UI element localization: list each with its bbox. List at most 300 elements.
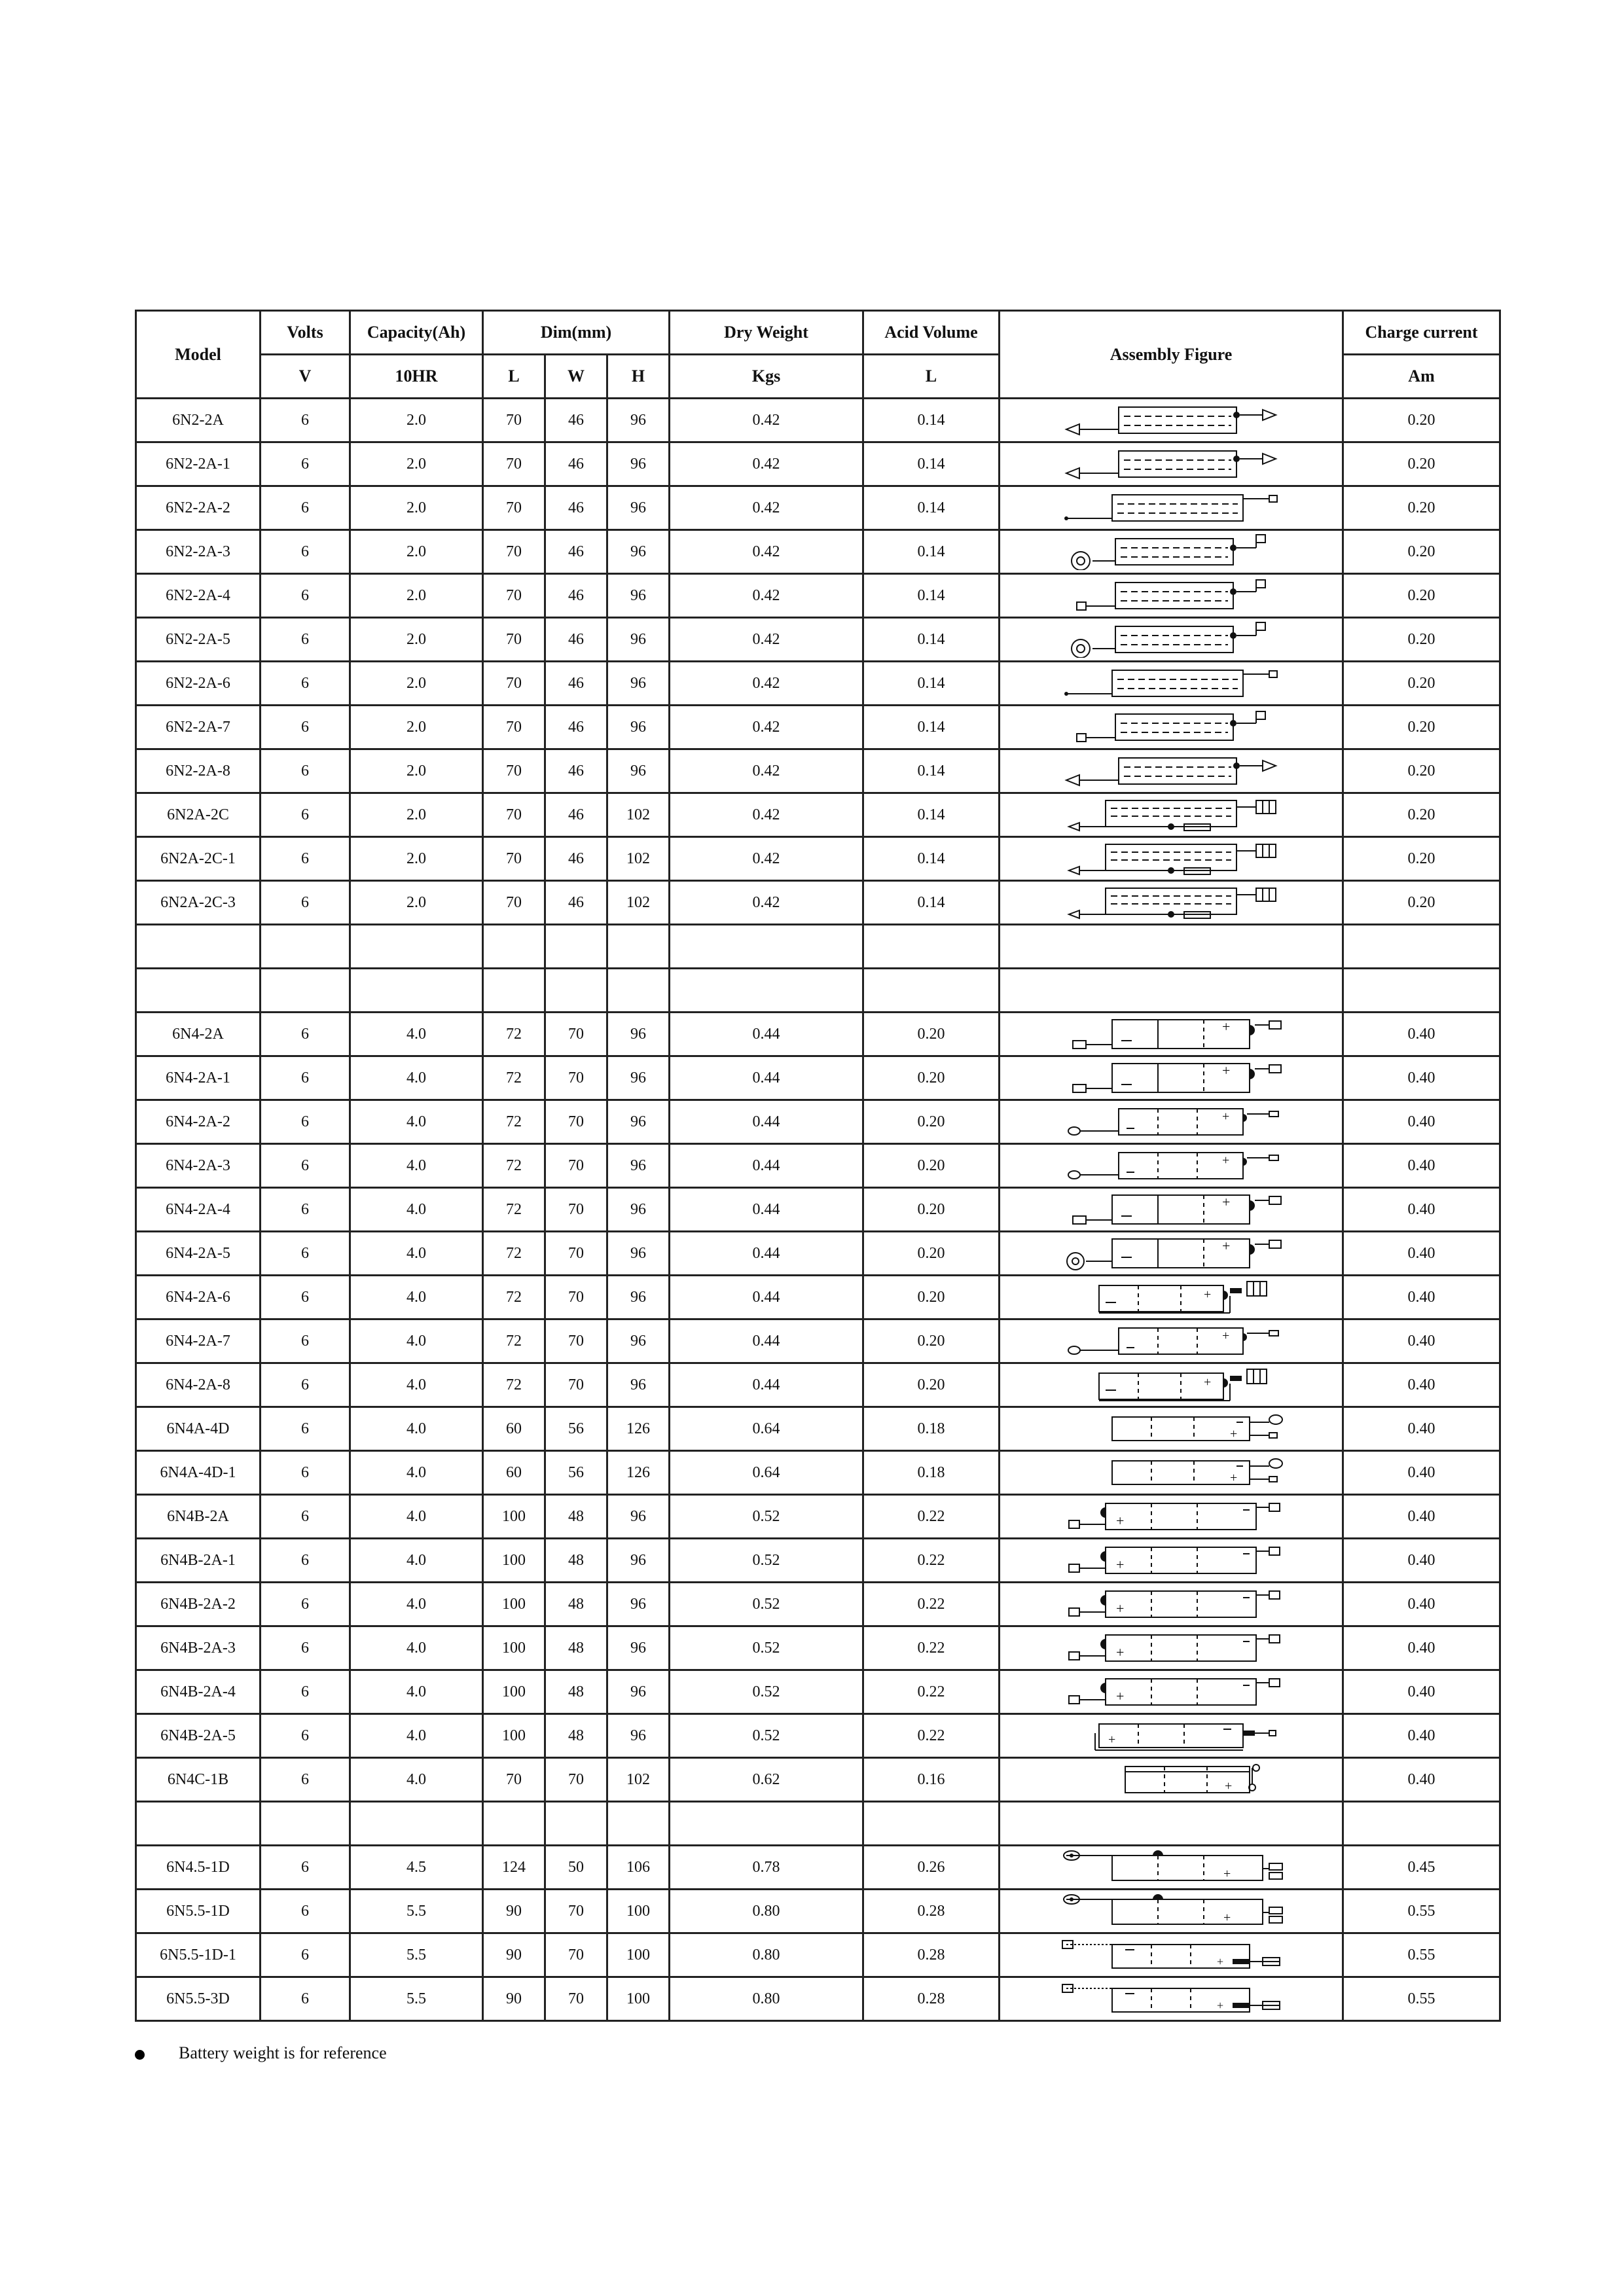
cell-dim-w: 70 [545, 1232, 607, 1276]
cell-volts: 6 [261, 1846, 350, 1890]
battery-assembly-icon [1053, 1717, 1289, 1754]
cell-dim-l: 100 [483, 1714, 545, 1758]
battery-assembly-icon [1053, 665, 1289, 702]
cell-model: 6N4-2A-2 [136, 1100, 261, 1144]
cell-dry-weight: 0.44 [670, 1100, 863, 1144]
cell-dim-h [607, 969, 670, 1013]
header-row-1 [136, 311, 1500, 355]
cell-model: 6N2-2A-5 [136, 618, 261, 662]
battery-assembly-icon [1053, 490, 1289, 526]
footnote-text: Battery weight is for reference [179, 2043, 387, 2062]
battery-assembly-icon [1053, 1893, 1289, 1929]
cell-assembly-figure [1000, 1319, 1343, 1363]
table-row [136, 1539, 1500, 1583]
battery-assembly-icon [1053, 1235, 1289, 1272]
cell-assembly-figure [1000, 969, 1343, 1013]
cell-dim-w: 70 [545, 1276, 607, 1319]
unit-dim-h: H [607, 355, 670, 399]
cell-dry-weight: 0.42 [670, 399, 863, 442]
cell-dim-l: 72 [483, 1056, 545, 1100]
cell-dry-weight: 0.44 [670, 1188, 863, 1232]
cell-capacity: 2.0 [350, 706, 483, 749]
cell-volts: 6 [261, 1319, 350, 1363]
cell-capacity: 4.0 [350, 1758, 483, 1802]
cell-dim-l: 100 [483, 1670, 545, 1714]
cell-charge-current: 0.20 [1343, 530, 1500, 574]
cell-acid-volume: 0.14 [863, 837, 1000, 881]
cell-dry-weight: 0.52 [670, 1714, 863, 1758]
cell-assembly-figure [1000, 1056, 1343, 1100]
cell-dim-h: 102 [607, 837, 670, 881]
battery-assembly-icon [1053, 1367, 1289, 1403]
cell-capacity [350, 1802, 483, 1846]
cell-model: 6N2A-2C-1 [136, 837, 261, 881]
cell-model: 6N4B-2A-2 [136, 1583, 261, 1626]
cell-acid-volume: 0.14 [863, 442, 1000, 486]
cell-dim-w: 70 [545, 1100, 607, 1144]
battery-assembly-icon [1053, 1542, 1289, 1579]
cell-assembly-figure [1000, 1714, 1343, 1758]
table-row [136, 1363, 1500, 1407]
cell-dim-l: 72 [483, 1319, 545, 1363]
cell-assembly-figure [1000, 1100, 1343, 1144]
cell-charge-current: 0.55 [1343, 1890, 1500, 1933]
cell-dim-h: 100 [607, 1933, 670, 1977]
cell-dim-w: 46 [545, 442, 607, 486]
cell-model: 6N2-2A-6 [136, 662, 261, 706]
cell-dim-w: 70 [545, 1933, 607, 1977]
cell-dim-w: 70 [545, 1056, 607, 1100]
cell-volts: 6 [261, 793, 350, 837]
cell-dim-w: 70 [545, 1319, 607, 1363]
cell-capacity: 4.0 [350, 1232, 483, 1276]
cell-model: 6N4-2A-1 [136, 1056, 261, 1100]
cell-dim-h: 96 [607, 1144, 670, 1188]
battery-assembly-icon [1053, 840, 1289, 877]
table-row [136, 574, 1500, 618]
cell-assembly-figure [1000, 706, 1343, 749]
cell-volts: 6 [261, 1890, 350, 1933]
cell-dry-weight: 0.42 [670, 749, 863, 793]
cell-dim-h: 96 [607, 1363, 670, 1407]
cell-model: 6N4-2A-5 [136, 1232, 261, 1276]
battery-assembly-icon [1053, 1016, 1289, 1052]
cell-dim-h: 100 [607, 1977, 670, 2021]
cell-dim-h: 96 [607, 1056, 670, 1100]
battery-assembly-icon [1053, 1147, 1289, 1184]
cell-dim-w: 46 [545, 706, 607, 749]
table-row [136, 1144, 1500, 1188]
cell-charge-current: 0.40 [1343, 1495, 1500, 1539]
cell-dim-h: 96 [607, 442, 670, 486]
cell-assembly-figure [1000, 1539, 1343, 1583]
cell-volts: 6 [261, 399, 350, 442]
cell-dry-weight [670, 1802, 863, 1846]
cell-dim-h [607, 925, 670, 969]
cell-dim-w [545, 1802, 607, 1846]
table-row [136, 1188, 1500, 1232]
cell-dry-weight: 0.62 [670, 1758, 863, 1802]
cell-model: 6N4B-2A-5 [136, 1714, 261, 1758]
cell-assembly-figure [1000, 1846, 1343, 1890]
cell-assembly-figure [1000, 1451, 1343, 1495]
cell-acid-volume: 0.14 [863, 618, 1000, 662]
cell-acid-volume: 0.14 [863, 706, 1000, 749]
cell-assembly-figure [1000, 1144, 1343, 1188]
cell-charge-current: 0.40 [1343, 1188, 1500, 1232]
cell-volts: 6 [261, 706, 350, 749]
cell-model: 6N2-2A-4 [136, 574, 261, 618]
cell-dim-h: 96 [607, 399, 670, 442]
battery-spec-table [135, 310, 1501, 2022]
cell-dim-w: 70 [545, 1977, 607, 2021]
cell-dry-weight: 0.44 [670, 1319, 863, 1363]
cell-model: 6N2A-2C-3 [136, 881, 261, 925]
cell-volts: 6 [261, 1714, 350, 1758]
cell-dry-weight: 0.42 [670, 574, 863, 618]
cell-dim-h: 102 [607, 881, 670, 925]
cell-acid-volume: 0.28 [863, 1933, 1000, 1977]
cell-dry-weight: 0.52 [670, 1495, 863, 1539]
cell-volts: 6 [261, 1933, 350, 1977]
cell-acid-volume: 0.20 [863, 1013, 1000, 1056]
cell-acid-volume: 0.16 [863, 1758, 1000, 1802]
battery-assembly-icon [1053, 577, 1289, 614]
cell-dim-h: 96 [607, 618, 670, 662]
cell-model: 6N4-2A-3 [136, 1144, 261, 1188]
table-row [136, 1714, 1500, 1758]
cell-capacity: 4.0 [350, 1626, 483, 1670]
cell-capacity: 4.0 [350, 1451, 483, 1495]
cell-volts: 6 [261, 1232, 350, 1276]
cell-dim-l: 100 [483, 1539, 545, 1583]
unit-acid-volume: L [863, 355, 1000, 399]
cell-volts: 6 [261, 1013, 350, 1056]
cell-assembly-figure [1000, 1802, 1343, 1846]
cell-capacity: 4.0 [350, 1363, 483, 1407]
cell-dry-weight: 0.52 [670, 1626, 863, 1670]
cell-assembly-figure [1000, 881, 1343, 925]
cell-acid-volume [863, 925, 1000, 969]
cell-dim-l: 124 [483, 1846, 545, 1890]
cell-dim-l: 90 [483, 1890, 545, 1933]
cell-assembly-figure [1000, 925, 1343, 969]
cell-dry-weight: 0.44 [670, 1363, 863, 1407]
cell-acid-volume: 0.22 [863, 1670, 1000, 1714]
cell-volts: 6 [261, 442, 350, 486]
cell-volts: 6 [261, 1670, 350, 1714]
cell-dim-w: 46 [545, 793, 607, 837]
unit-dim-w: W [545, 355, 607, 399]
cell-dry-weight: 0.80 [670, 1933, 863, 1977]
cell-capacity: 2.0 [350, 837, 483, 881]
col-header-charge-current: Charge current [1343, 311, 1500, 355]
cell-dry-weight: 0.42 [670, 793, 863, 837]
cell-volts: 6 [261, 486, 350, 530]
col-header-assembly-figure: Assembly Figure [1000, 311, 1343, 399]
cell-capacity [350, 969, 483, 1013]
table-row [136, 1451, 1500, 1495]
cell-dim-l: 70 [483, 574, 545, 618]
cell-model: 6N4B-2A-4 [136, 1670, 261, 1714]
cell-dim-l: 60 [483, 1451, 545, 1495]
cell-capacity: 4.0 [350, 1407, 483, 1451]
cell-assembly-figure [1000, 1626, 1343, 1670]
cell-dim-w: 48 [545, 1714, 607, 1758]
cell-volts: 6 [261, 1758, 350, 1802]
cell-dim-h: 96 [607, 1495, 670, 1539]
cell-dim-w: 70 [545, 1144, 607, 1188]
cell-volts: 6 [261, 1100, 350, 1144]
cell-dim-h: 126 [607, 1407, 670, 1451]
table-row [136, 1232, 1500, 1276]
battery-assembly-icon [1053, 797, 1289, 833]
cell-charge-current: 0.20 [1343, 662, 1500, 706]
cell-charge-current: 0.20 [1343, 399, 1500, 442]
battery-assembly-icon [1053, 621, 1289, 658]
cell-capacity: 2.0 [350, 881, 483, 925]
cell-capacity: 2.0 [350, 618, 483, 662]
cell-dim-l: 70 [483, 486, 545, 530]
cell-assembly-figure [1000, 442, 1343, 486]
battery-assembly-icon [1053, 1103, 1289, 1140]
cell-volts: 6 [261, 1407, 350, 1451]
cell-acid-volume: 0.14 [863, 530, 1000, 574]
cell-capacity: 2.0 [350, 749, 483, 793]
cell-capacity: 4.0 [350, 1495, 483, 1539]
cell-assembly-figure [1000, 618, 1343, 662]
unit-dry-weight: Kgs [670, 355, 863, 399]
cell-dim-w: 46 [545, 530, 607, 574]
col-header-model: Model [136, 311, 261, 399]
cell-dim-h: 100 [607, 1890, 670, 1933]
cell-acid-volume [863, 969, 1000, 1013]
table-row [136, 1583, 1500, 1626]
cell-volts: 6 [261, 530, 350, 574]
cell-acid-volume: 0.14 [863, 749, 1000, 793]
cell-dim-h: 96 [607, 1626, 670, 1670]
cell-acid-volume: 0.14 [863, 399, 1000, 442]
battery-assembly-icon [1053, 1410, 1289, 1447]
cell-capacity [350, 925, 483, 969]
cell-dim-h: 96 [607, 1319, 670, 1363]
table-row [136, 881, 1500, 925]
cell-charge-current: 0.20 [1343, 574, 1500, 618]
cell-capacity: 4.0 [350, 1319, 483, 1363]
cell-dim-w: 46 [545, 574, 607, 618]
battery-assembly-icon [1053, 1060, 1289, 1096]
cell-charge-current: 0.40 [1343, 1670, 1500, 1714]
cell-dim-l: 72 [483, 1144, 545, 1188]
cell-dim-w [545, 925, 607, 969]
table-row [136, 1802, 1500, 1846]
cell-acid-volume: 0.20 [863, 1319, 1000, 1363]
cell-acid-volume: 0.28 [863, 1977, 1000, 2021]
cell-dry-weight: 0.42 [670, 662, 863, 706]
cell-acid-volume: 0.18 [863, 1451, 1000, 1495]
cell-capacity: 5.5 [350, 1977, 483, 2021]
cell-charge-current: 0.40 [1343, 1232, 1500, 1276]
cell-acid-volume: 0.22 [863, 1495, 1000, 1539]
cell-volts: 6 [261, 837, 350, 881]
cell-dim-h: 96 [607, 749, 670, 793]
col-header-capacity: Capacity(Ah) [350, 311, 483, 355]
cell-acid-volume: 0.20 [863, 1363, 1000, 1407]
cell-dry-weight: 0.52 [670, 1583, 863, 1626]
cell-dry-weight: 0.44 [670, 1056, 863, 1100]
cell-dim-w [545, 969, 607, 1013]
cell-dry-weight: 0.52 [670, 1539, 863, 1583]
cell-charge-current: 0.40 [1343, 1583, 1500, 1626]
cell-model: 6N2-2A [136, 399, 261, 442]
cell-dim-l [483, 925, 545, 969]
col-header-dim: Dim(mm) [483, 311, 670, 355]
cell-capacity: 4.0 [350, 1539, 483, 1583]
cell-model [136, 1802, 261, 1846]
cell-assembly-figure [1000, 1933, 1343, 1977]
unit-volts: V [261, 355, 350, 399]
cell-dim-h: 96 [607, 1670, 670, 1714]
cell-dim-h: 96 [607, 1013, 670, 1056]
cell-dry-weight [670, 969, 863, 1013]
cell-acid-volume: 0.14 [863, 574, 1000, 618]
cell-dim-h: 96 [607, 662, 670, 706]
cell-dim-w: 46 [545, 662, 607, 706]
cell-dim-w: 70 [545, 1363, 607, 1407]
cell-volts: 6 [261, 662, 350, 706]
battery-assembly-icon [1053, 753, 1289, 789]
cell-dim-h: 96 [607, 706, 670, 749]
table-row [136, 442, 1500, 486]
cell-dim-h: 96 [607, 574, 670, 618]
cell-assembly-figure [1000, 1276, 1343, 1319]
table-row [136, 1319, 1500, 1363]
cell-capacity: 4.0 [350, 1100, 483, 1144]
cell-charge-current: 0.40 [1343, 1013, 1500, 1056]
cell-assembly-figure [1000, 1407, 1343, 1451]
cell-charge-current [1343, 1802, 1500, 1846]
table-row [136, 837, 1500, 881]
cell-acid-volume: 0.18 [863, 1407, 1000, 1451]
cell-dry-weight: 0.64 [670, 1407, 863, 1451]
cell-volts: 6 [261, 1539, 350, 1583]
cell-acid-volume: 0.20 [863, 1144, 1000, 1188]
table-body [136, 399, 1500, 2021]
cell-dim-w: 50 [545, 1846, 607, 1890]
cell-acid-volume: 0.20 [863, 1100, 1000, 1144]
cell-volts: 6 [261, 1495, 350, 1539]
battery-assembly-icon [1053, 1981, 1289, 2017]
table-row [136, 925, 1500, 969]
cell-model: 6N4-2A-6 [136, 1276, 261, 1319]
cell-charge-current [1343, 925, 1500, 969]
battery-assembly-icon [1053, 884, 1289, 921]
battery-assembly-icon [1053, 1279, 1289, 1316]
table-row [136, 969, 1500, 1013]
cell-volts: 6 [261, 1363, 350, 1407]
cell-assembly-figure [1000, 793, 1343, 837]
cell-dim-w: 46 [545, 881, 607, 925]
table-row [136, 486, 1500, 530]
cell-volts: 6 [261, 1626, 350, 1670]
cell-dry-weight: 0.42 [670, 442, 863, 486]
cell-dry-weight: 0.42 [670, 618, 863, 662]
table-row [136, 1670, 1500, 1714]
cell-acid-volume: 0.20 [863, 1232, 1000, 1276]
cell-charge-current: 0.20 [1343, 706, 1500, 749]
cell-dim-l: 70 [483, 618, 545, 662]
unit-dim-l: L [483, 355, 545, 399]
cell-model: 6N5.5-1D [136, 1890, 261, 1933]
cell-assembly-figure [1000, 1890, 1343, 1933]
cell-charge-current: 0.40 [1343, 1100, 1500, 1144]
cell-charge-current: 0.40 [1343, 1626, 1500, 1670]
cell-acid-volume: 0.20 [863, 1188, 1000, 1232]
cell-dim-l: 72 [483, 1013, 545, 1056]
footnote [135, 2043, 387, 2063]
cell-model: 6N4C-1B [136, 1758, 261, 1802]
battery-assembly-icon [1053, 1586, 1289, 1623]
cell-dim-w: 48 [545, 1626, 607, 1670]
cell-volts: 6 [261, 574, 350, 618]
table-row [136, 530, 1500, 574]
table-row [136, 749, 1500, 793]
cell-capacity: 2.0 [350, 486, 483, 530]
battery-assembly-icon [1053, 533, 1289, 570]
cell-assembly-figure [1000, 486, 1343, 530]
cell-dim-l: 70 [483, 442, 545, 486]
cell-dry-weight: 0.44 [670, 1144, 863, 1188]
cell-charge-current: 0.45 [1343, 1846, 1500, 1890]
cell-charge-current: 0.40 [1343, 1363, 1500, 1407]
cell-capacity: 2.0 [350, 793, 483, 837]
cell-capacity: 4.0 [350, 1013, 483, 1056]
cell-volts: 6 [261, 1583, 350, 1626]
cell-dim-l: 70 [483, 837, 545, 881]
cell-model [136, 925, 261, 969]
cell-volts [261, 925, 350, 969]
cell-capacity: 4.5 [350, 1846, 483, 1890]
cell-dim-l: 72 [483, 1100, 545, 1144]
cell-model: 6N4B-2A-1 [136, 1539, 261, 1583]
cell-volts: 6 [261, 1144, 350, 1188]
battery-assembly-icon [1053, 1849, 1289, 1886]
cell-dim-h: 106 [607, 1846, 670, 1890]
cell-assembly-figure [1000, 574, 1343, 618]
battery-assembly-icon [1053, 709, 1289, 745]
cell-volts: 6 [261, 1977, 350, 2021]
table-row [136, 1056, 1500, 1100]
cell-charge-current: 0.20 [1343, 618, 1500, 662]
cell-dim-l: 90 [483, 1977, 545, 2021]
cell-capacity: 4.0 [350, 1276, 483, 1319]
cell-charge-current: 0.40 [1343, 1319, 1500, 1363]
cell-model: 6N4A-4D [136, 1407, 261, 1451]
cell-volts: 6 [261, 1276, 350, 1319]
cell-dim-l: 90 [483, 1933, 545, 1977]
cell-dim-l [483, 969, 545, 1013]
cell-dry-weight: 0.44 [670, 1013, 863, 1056]
cell-assembly-figure [1000, 1583, 1343, 1626]
cell-charge-current: 0.40 [1343, 1451, 1500, 1495]
cell-dim-l: 100 [483, 1583, 545, 1626]
cell-dim-w: 48 [545, 1583, 607, 1626]
cell-model: 6N2-2A-8 [136, 749, 261, 793]
cell-dim-w: 70 [545, 1188, 607, 1232]
cell-charge-current: 0.40 [1343, 1276, 1500, 1319]
cell-assembly-figure [1000, 530, 1343, 574]
cell-dry-weight: 0.42 [670, 486, 863, 530]
